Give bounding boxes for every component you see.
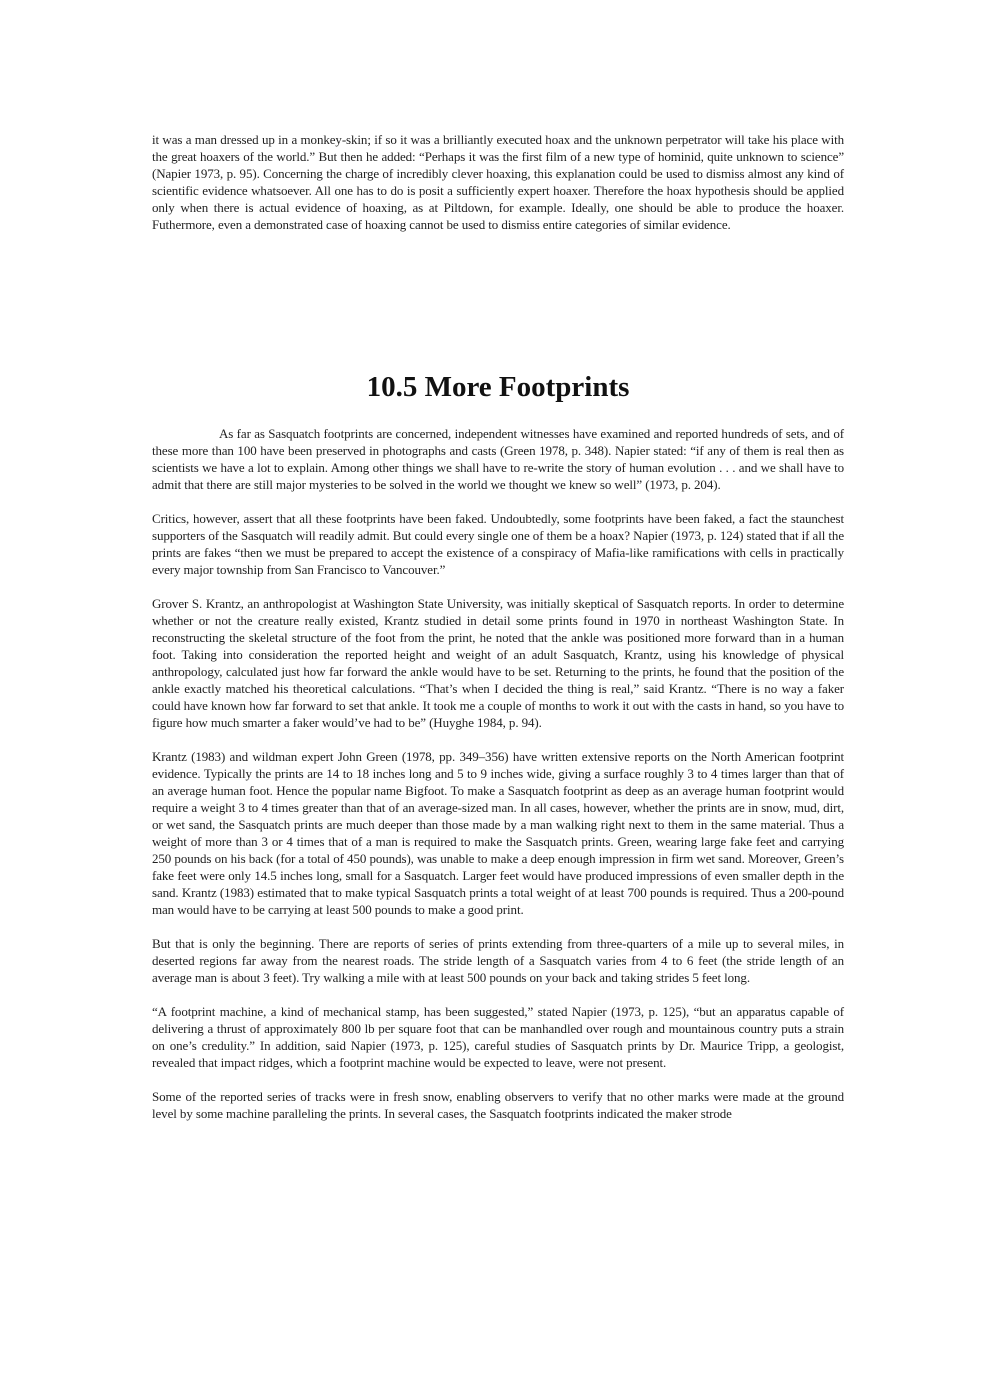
body-paragraph: Krantz (1983) and wildman expert John Green (1978, pp. 349–356) have written extensive reports on the North American footprint evidence. Typically the prints are 14 to 18 inches long and 5 to 9 inches wide, giving a surface roughly 3 to 4 times larger than that of an average human foot. Hence the popular name Bigfoot. To make a Sasquatch footprint as deep as an average human footprint would require a weight 3 to 4 times greater than that of an average-sized man. In all cases, however, whether the prints are in snow, mud, dirt, or wet sand, the Sasquatch prints are much deeper than those made by a man walking right next to them in the same material. Thus a weight of more than 3 or 4 times that of a man is required to make the Sasquatch prints. Green, wearing large fake feet and carrying 250 pounds on his back (for a total of 450 pounds), was unable to make a deep enough impression in firm wet sand. Moreover, Green’s fake feet were only 14.5 inches long, small for a Sasquatch. Larger feet would have produced impressions of even smaller depth in the sand. Krantz (1983) estimated that to make typical Sasquatch prints a total weight of at least 700 pounds is required. Thus a 200-pound man would have to be carrying at least 500 pounds to make a good print.	[152, 749, 844, 917]
lead-paragraph: it was a man dressed up in a monkey-skin; if so it was a brilliantly executed hoax and the unknown perpetrator will take his place with the great hoaxers of the world.” But then he added: “Perhaps it was the first film of a new type of hominid, quite unknown to science” (Napier 1973, p. 95). Concerning the charge of incredibly clever hoaxing, this explanation could be used to dismiss almost any kind of scientific evidence whatsoever. All one has to do is posit a sufficiently expert hoaxer. Therefore the hoax hypothesis should be applied only when there is actual evidence of hoaxing, as at Piltdown, for example. Ideally, one should be able to produce the hoaxer. Futhermore, even a demonstrated case of hoaxing cannot be used to dismiss entire categories of similar evidence.	[152, 132, 844, 232]
body-paragraph: But that is only the beginning. There are reports of series of prints extending from three-quarters of a mile up to several miles, in deserted regions far away from the nearest roads. The stride length of a Sasquatch varies from 4 to 6 feet (the stride length of an average man is about 3 feet). Try walking a mile with at least 500 pounds on your back and taking strides 5 feet long.	[152, 936, 844, 985]
body-paragraph: Grover S. Krantz, an anthropologist at Washington State University, was initially skeptical of Sasquatch reports. In order to determine whether or not the creature really existed, Krantz studied in detail some prints found in 1970 in northeast Washington State. In reconstructing the skeletal structure of the foot from the print, he noted that the ankle was positioned more forward than in a human foot. Taking into consideration the reported height and weight of an adult Sasquatch, Krantz, using his knowledge of physical anthropology, calculated just how far forward the ankle would have to be set. Returning to the prints, he found that the position of the ankle exactly matched his theoretical calculations. “That’s when I decided the thing is real,” said Krantz. “There is no way a faker could have known how far forward to set that ankle. It took me a couple of months to work it out with the casts in hand, so you have to figure how much smarter a faker would’ve had to be” (Huyghe 1984, p. 94).	[152, 596, 844, 730]
section-heading: 10.5 More Footprints	[366, 371, 630, 403]
body-paragraph: Some of the reported series of tracks were in fresh snow, enabling observers to verify that no other marks were made at the ground level by some machine paralleling the prints. In several cases, the Sasquatch footprints indicated the maker strode	[152, 1089, 844, 1121]
body-paragraph: As far as Sasquatch footprints are concerned, independent witnesses have examined and reported hundreds of sets, and of these more than 100 have been preserved in photographs and casts (Green 1978, p. 348). Napier stated: “if any of them is real then as scientists we have a lot to explain. Among other things we shall have to re-write the story of human evolution . . . and we shall have to admit that there are still major mysteries to be solved in the world we thought we knew so well” (1973, p. 204).	[152, 426, 844, 492]
text-column	[152, 0, 844, 1122]
body-paragraph: Critics, however, assert that all these footprints have been faked. Undoubtedly, some footprints have been faked, a fact the staunchest supporters of the Sasquatch will readily admit. But could every single one of them be a hoax? Napier (1973, p. 124) stated that if all the prints are fakes “then we must be prepared to accept the existence of a conspiracy of Mafia-like ramifications with cells in practically every major township from San Francisco to Vancouver.”	[152, 511, 844, 577]
body-paragraph: “A footprint machine, a kind of mechanical stamp, has been suggested,” stated Napier (1973, p. 125), “but an apparatus capable of delivering a thrust of approximately 800 lb per square foot that can be manhandled over rough and mountainous country puts a strain on one’s credulity.” In addition, said Napier (1973, p. 125), careful studies of Sasquatch prints by Dr. Maurice Tripp, a geologist, revealed that impact ridges, which a footprint machine would be expected to leave, were not present.	[152, 1004, 844, 1070]
